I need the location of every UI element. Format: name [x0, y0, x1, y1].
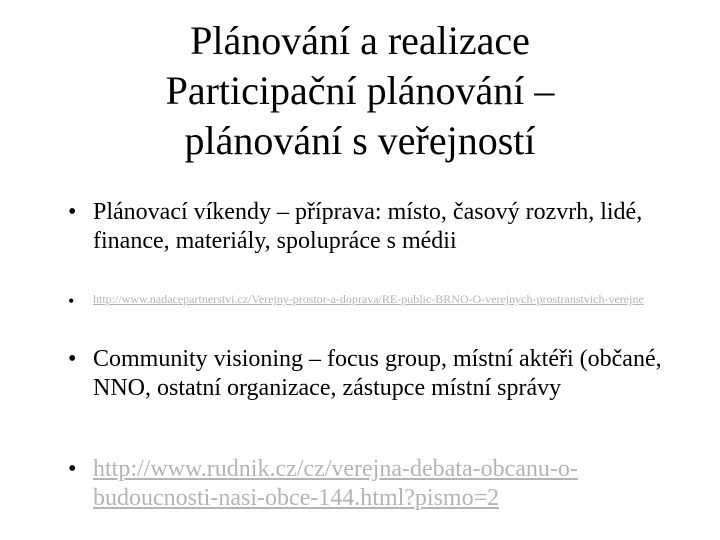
- bullet-text: Community visioning – focus group, místní aktéři (občané, NNO, ostatní organizace, zástupce místní správy: [93, 346, 662, 401]
- bullet-link-wrapper: [93, 292, 673, 306]
- bullet-marker: •: [68, 346, 77, 372]
- slide-title: [60, 16, 660, 166]
- bullet-link-wrapper: [93, 455, 673, 513]
- bullet-marker: •: [68, 456, 77, 482]
- title-line-1: Plánování a realizace: [190, 18, 530, 63]
- bullet-marker: •: [68, 199, 77, 225]
- title-line-2: Participační plánování –: [165, 68, 555, 113]
- nadace-partnerstvi-link[interactable]: http://www.nadacepartnerstvi.cz/Verejny-prostor-a-doprava/RE-public-BRNO-O-verejnych-prostranstvich-verejne: [93, 292, 644, 306]
- title-line-3: plánování s veřejností: [184, 118, 536, 163]
- bullet-marker: •: [68, 291, 75, 311]
- bullet-text: Plánovací víkendy – příprava: místo, časový rozvrh, lidé, finance, materiály, spolupráce s médii: [93, 199, 643, 254]
- rudnik-link[interactable]: http://www.rudnik.cz/cz/verejna-debata-obcanu-o-budoucnosti-nasi-obce-144.html?pismo=2: [93, 456, 578, 511]
